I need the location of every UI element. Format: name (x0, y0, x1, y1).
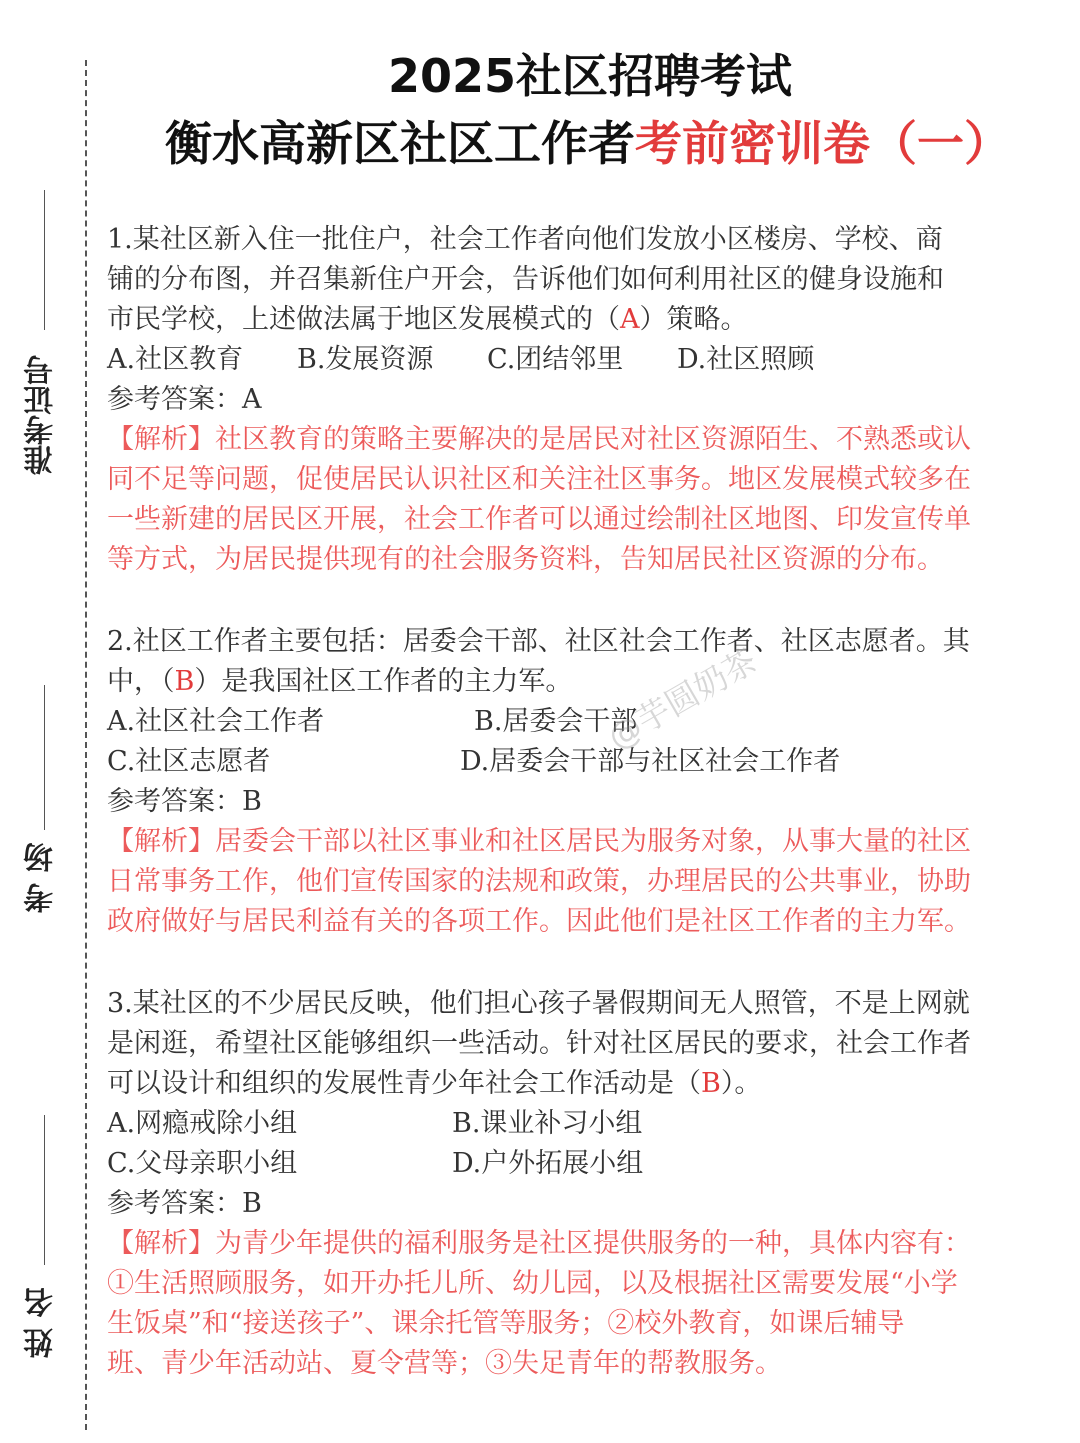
option-d: D.社区照顾 (677, 344, 815, 375)
question-2 (107, 622, 1042, 942)
analysis-line: 等方式，为居民提供现有的社会服务资料，告知居民社区资源的分布。 (107, 544, 944, 575)
question-text: 可以设计和组织的发展性青少年社会工作活动是（ (107, 1068, 701, 1099)
exam-room-label: 考 场 (24, 842, 59, 913)
option-b: B.发展资源 (297, 344, 434, 375)
question-text-line: 3.某社区的不少居民反映，他们担心孩子暑假期间无人照管，不是上网就 (107, 988, 970, 1019)
options-row (107, 702, 1042, 742)
analysis-line: ①生活照顾服务，如开办托儿所、幼儿园，以及根据社区需要发展“小学 (107, 1268, 958, 1299)
question-text-line: 1.某社区新入住一批住户，社会工作者向他们发放小区楼房、学校、商 (107, 224, 943, 255)
exam-id-field (24, 190, 64, 510)
question-text-line (107, 1064, 1042, 1104)
analysis-line: 政府做好与居民利益有关的各项工作。因此他们是社区工作者的主力军。 (107, 906, 971, 937)
option-c: C.父母亲职小组 (107, 1148, 298, 1179)
answer-mark: A (620, 304, 640, 335)
analysis-line: 【解析】为青少年提供的福利服务是社区提供服务的一种，具体内容有： (107, 1228, 971, 1259)
analysis-line: 日常事务工作，他们宣传国家的法规和政策，办理居民的公共事业，协助 (107, 866, 971, 897)
name-field (24, 1115, 64, 1385)
option-d: D.户外拓展小组 (452, 1148, 644, 1179)
name-label: 姓 名 (24, 1287, 59, 1358)
options-row (107, 340, 1042, 380)
exam-subtitle (96, 112, 1080, 178)
question-text: ）。 (720, 1068, 762, 1099)
question-spacer (107, 942, 1042, 984)
question-list (107, 220, 1042, 1384)
question-text-line (107, 300, 1042, 340)
name-rule (44, 1115, 45, 1265)
analysis-line: 【解析】居委会干部以社区事业和社区居民为服务对象，从事大量的社区 (107, 826, 971, 857)
exam-title: 2025社区招聘考试 (387, 49, 793, 103)
option-d: D.居委会干部与社区社会工作者 (460, 746, 841, 777)
question-spacer (107, 580, 1042, 622)
question-text-line: 是闲逛，希望社区能够组织一些活动。针对社区居民的要求，社会工作者 (107, 1028, 971, 1059)
analysis-line: 【解析】社区教育的策略主要解决的是居民对社区资源陌生、不熟悉或认 (107, 424, 971, 455)
reference-answer: 参考答案：A (107, 384, 262, 415)
cut-line (85, 60, 87, 1430)
exam-room-field (24, 685, 64, 935)
options-row (107, 1104, 1042, 1144)
options-row (107, 742, 1042, 782)
option-b: B.居委会干部 (474, 706, 638, 737)
exam-room-rule (44, 685, 45, 830)
option-c: C.社区志愿者 (107, 746, 271, 777)
exam-id-label: 准考证号 (24, 355, 59, 475)
analysis-line: 班、青少年活动站、夏令营等；③失足青年的帮教服务。 (107, 1348, 782, 1379)
question-3 (107, 984, 1042, 1384)
reference-answer: 参考答案：B (107, 1188, 262, 1219)
question-text-line (107, 662, 1042, 702)
analysis-line: 一些新建的居民区开展，社会工作者可以通过绘制社区地图、印发宣传单 (107, 504, 971, 535)
option-a: A.社区教育 (107, 344, 244, 375)
answer-mark: B (174, 666, 195, 697)
option-c: C.团结邻里 (487, 344, 624, 375)
analysis-line: 同不足等问题，促使居民认识社区和关注社区事务。地区发展模式较多在 (107, 464, 971, 495)
options-row (107, 1144, 1042, 1184)
analysis-line: 生饭桌”和“接送孩子”、课余托管等服务；②校外教育，如课后辅导 (107, 1308, 905, 1339)
reference-answer: 参考答案：B (107, 786, 262, 817)
answer-mark: B (701, 1068, 721, 1099)
question-text: ）是我国社区工作者的主力军。 (194, 666, 573, 697)
question-text: ）策略。 (639, 304, 748, 335)
question-text-line: 铺的分布图，并召集新住户开会，告诉他们如何利用社区的健身设施和 (107, 264, 944, 295)
option-b: B.课业补习小组 (452, 1108, 643, 1139)
subtitle-black: 衡水高新区社区工作者 (165, 117, 635, 172)
exam-id-rule (44, 190, 45, 330)
question-text: 市民学校，上述做法属于地区发展模式的（ (107, 304, 620, 335)
subtitle-red: 考前密训卷（一） (635, 117, 1011, 172)
question-text-line: 2.社区工作者主要包括：居委会干部、社区社会工作者、社区志愿者。其 (107, 626, 970, 657)
option-a: A.社区社会工作者 (107, 706, 325, 737)
option-a: A.网瘾戒除小组 (107, 1108, 298, 1139)
watermark: @芋圆奶茶 (601, 640, 764, 757)
question-text: 中，（ (107, 666, 175, 697)
question-1 (107, 220, 1042, 580)
